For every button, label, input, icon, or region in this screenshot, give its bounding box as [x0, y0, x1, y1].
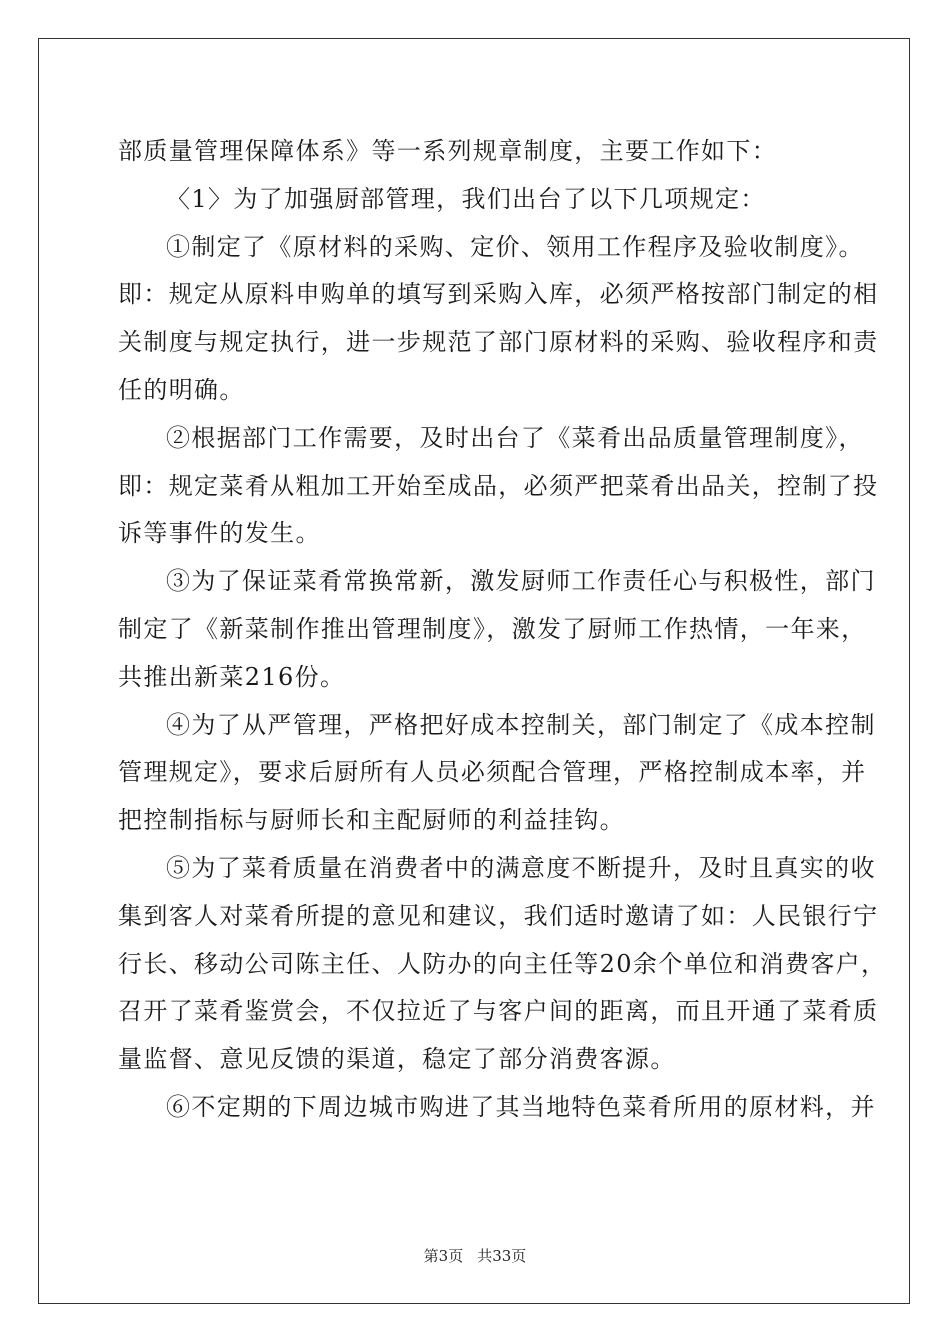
text-line: ③为了保证菜肴常换常新，激发厨师工作责任心与积极性，部门 — [166, 567, 876, 596]
document-body — [118, 128, 887, 1132]
page-footer — [0, 1246, 950, 1266]
text-line: 即：规定菜肴从粗加工开始至成品，必须严把菜肴出品关，控制了投 — [118, 471, 879, 500]
text-line: 把控制指标与厨师长和主配厨师的利益挂钩。 — [118, 806, 625, 835]
text-line: ②根据部门工作需要，及时出台了《菜肴出品质量管理制度》， — [166, 423, 864, 452]
total-pages: 共33页 — [477, 1247, 527, 1265]
text-line: 共推出新菜216份。 — [118, 662, 346, 691]
text-line: ⑥不定期的下周边城市购进了其当地特色菜肴所用的原材料，并 — [166, 1092, 876, 1121]
text-line: 行长、移动公司陈主任、人防办的向主任等20余个单位和消费客户， — [118, 949, 887, 978]
text-line: 任的明确。 — [118, 375, 245, 404]
text-line: ⑤为了菜肴质量在消费者中的满意度不断提升，及时且真实的收 — [166, 853, 876, 882]
text-line: 部质量管理保障体系》等一系列规章制度，主要工作如下： — [118, 137, 778, 165]
text-line: 即：规定从原料申购单的填写到采购入库，必须严格按部门制定的相 — [118, 280, 879, 309]
text-line: 诉等事件的发生。 — [118, 519, 321, 548]
text-line: 集到客人对菜肴所提的意见和建议，我们适时邀请了如：人民银行宁 — [118, 901, 879, 930]
text-line: 关制度与规定执行，进一步规范了部门原材料的采购、验收程序和责 — [118, 328, 879, 357]
text-line: 〈1〉为了加强厨部管理，我们出台了以下几项规定： — [166, 184, 766, 213]
text-line: 管理规定》，要求后厨所有人员必须配合管理，严格控制成本率，并 — [118, 758, 867, 787]
text-line: 制定了《新菜制作推出管理制度》，激发了厨师工作热情，一年来， — [118, 614, 867, 643]
text-line: ④为了从严管理，严格把好成本控制关，部门制定了《成本控制 — [166, 710, 876, 739]
text-line: ①制定了《原材料的采购、定价、领用工作程序及验收制度》。 — [166, 232, 864, 261]
text-line: 量监督、意见反馈的渠道，稳定了部分消费客源。 — [118, 1045, 676, 1074]
text-line: 召开了菜肴鉴赏会，不仅拉近了与客户间的距离，而且开通了菜肴质 — [118, 997, 879, 1026]
page-number: 第3页 — [423, 1247, 464, 1265]
